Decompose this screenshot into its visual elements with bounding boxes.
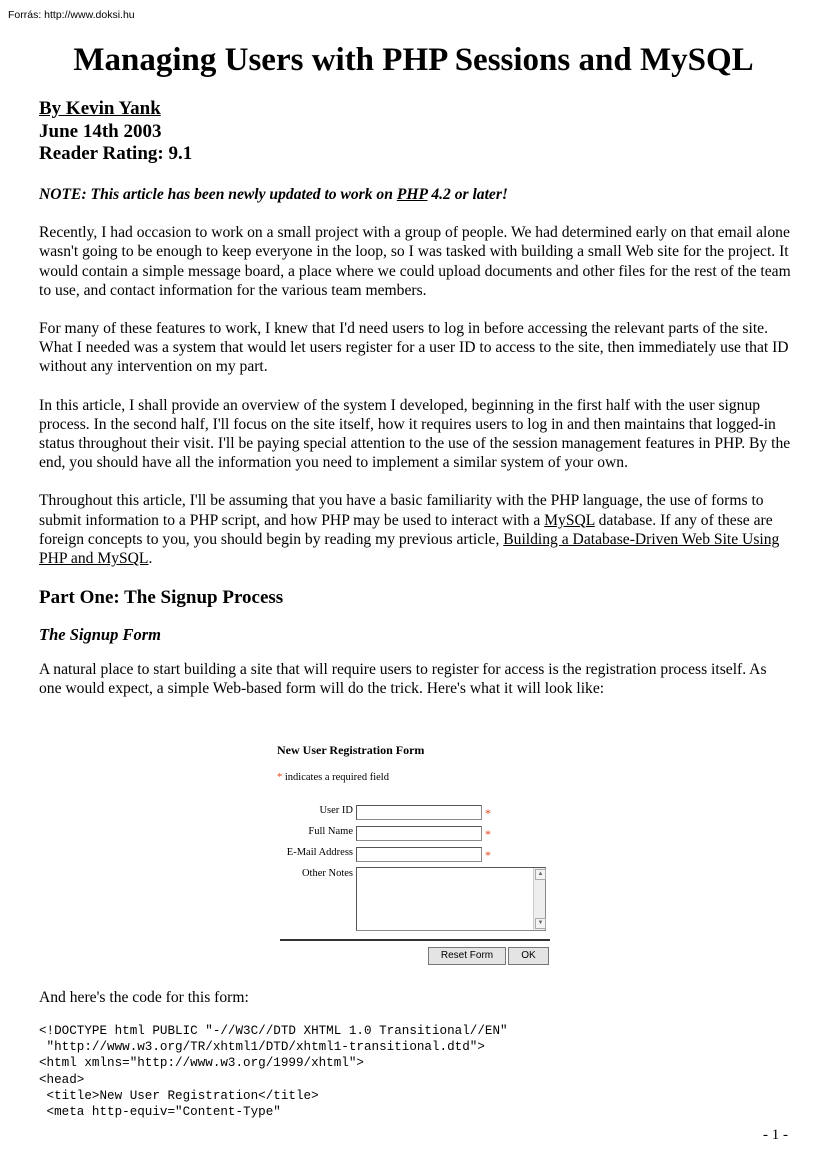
email-label: E-Mail Address [286,847,353,858]
other-notes-label: Other Notes [301,868,353,879]
article-body [39,185,791,718]
code-block: <!DOCTYPE html PUBLIC "-//W3C//DTD XHTML 1.0 Transitional//EN" "http://www.w3.org/TR/xhtml1/DTD/xhtml1-transitional.dtd"> <html xmlns="http://www.w3.org/1999/xhtml"> <head> <title>New User Registration</title> <meta http-equiv="Content-Type" [39,1024,508,1120]
form-title: New User Registration Form [277,743,425,757]
other-notes-textarea[interactable] [356,867,546,931]
paragraph-1: Recently, I had occasion to work on a small project with a group of people. We had determined early on that email alone wasn't going to be enough to keep everyone in the loop, so I was tasked with building a small Web site for the project. It would contain a simple message board, a place where we could upload documents and other files for the rest of the team to use, and contact information for the various team members. [39,224,791,299]
section-heading: Part One: The Signup Process [39,587,284,609]
scroll-down-icon[interactable]: ▼ [535,918,546,929]
user-id-label: User ID [319,805,353,816]
ok-button[interactable]: OK [508,947,549,965]
notes-scrollbar[interactable] [533,868,545,930]
paragraph-3: In this article, I shall provide an overview of the system I developed, beginning in the first half with the user signup process. In the second half, I'll focus on the site itself, how it requires users to log in and then maintains that logged-in status throughout their visit. I'll be paying special attention to the use of the session management features in PHP. By the end, you should have all the information you need to implement a similar system of your own. [39,396,791,472]
full-name-input[interactable] [356,826,482,841]
page-number: - 1 - [763,1127,788,1143]
mysql-link[interactable]: MySQL [544,511,595,529]
page-title: Managing Users with PHP Sessions and MySQL [73,42,754,78]
paragraph-2: For many of these features to work, I knew that I'd need users to log in before accessing the relevant parts of the site. What I needed was a system that would let users register for a user ID to access to the site, then immediately use that ID without any intervention on my part. [39,320,789,376]
author-link[interactable]: By Kevin Yank [39,98,161,119]
user-id-input[interactable] [356,805,482,820]
reset-form-button[interactable]: Reset Form [428,947,506,965]
publish-date: June 14th 2003 [39,120,162,142]
email-input[interactable] [356,847,482,862]
full-name-label: Full Name [308,826,353,837]
php-link[interactable]: PHP [396,186,428,203]
paragraph-4: Throughout this article, I'll be assuming that you have a basic familiarity with the PHP language, the use of forms to submit information to a PHP script, and how PHP may be used to interact with a MySQL database. If any of these are foreign concepts to you, you should begin by reading my previous article, Building a Database-Driven Web Site Using PHP and MySQL. [39,492,780,568]
required-star-icon: * [485,827,491,841]
registration-form-figure [276,740,550,970]
article-meta [39,98,192,166]
scroll-up-icon[interactable]: ▲ [535,869,546,880]
required-star-icon: * [485,848,491,862]
reader-rating: Reader Rating: 9.1 [39,143,193,164]
required-star-icon: * [277,772,283,783]
code-intro: And here's the code for this form: [39,989,249,1006]
required-note: * indicates a required field [277,772,389,783]
form-divider [280,939,550,941]
subsection-heading: The Signup Form [39,625,161,645]
paragraph-5: A natural place to start building a site that will require users to register for access is the registration process itself. As one would expect, a simple Web-based form will do the trick. Here's what it will look like: [39,661,767,698]
previous-article-link[interactable]: Building a Database-Driven Web Site Using PHP and MySQL [39,530,780,568]
update-note: NOTE: This article has been newly updated to work on PHP 4.2 or later! [39,186,508,203]
source-line: Forrás: http://www.doksi.hu [8,9,135,21]
required-star-icon: * [485,806,491,820]
